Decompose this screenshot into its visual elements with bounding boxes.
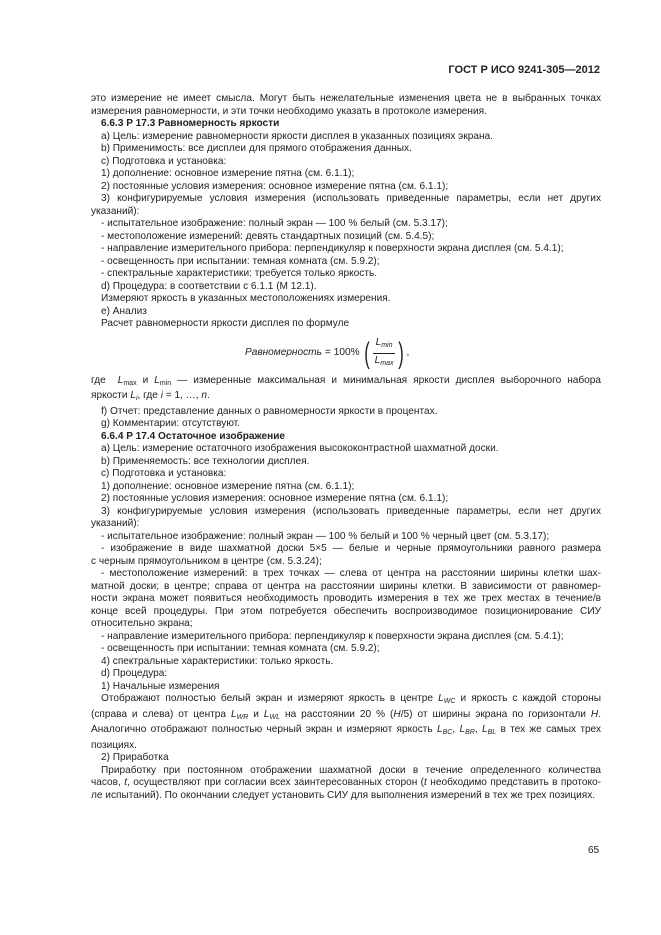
lines2-line: 1) Начальные измерения (101, 680, 220, 692)
lines-line: Измеряют яркость в указанных местоположениях измерения. (101, 293, 391, 304)
l-wl-symbol: L (263, 708, 270, 720)
lines-line: Расчет равномерности яркости дисплея по формуле (101, 318, 350, 329)
l-max-sub: max (123, 379, 137, 387)
where-word: где (91, 374, 106, 386)
initial-text-2a: (справа и слева) от центра (91, 708, 226, 720)
page-body (91, 93, 601, 802)
l-bl-symbol: L (481, 724, 488, 735)
section-6-6-3 (91, 93, 601, 331)
i-var: i (160, 390, 163, 401)
burnin-line3 (91, 790, 601, 803)
burnin-title-text: 2) Приработка (101, 752, 169, 763)
formula-equals: = (324, 347, 331, 359)
right-paren: ) (398, 336, 405, 370)
lines2-line: 4) спектральные характеристики: только яркость. (101, 655, 334, 667)
numerator-sub: min (381, 341, 393, 349)
lines-line: 2) постоянные условия измерения: основное измерение пятна (см. 6.1.1); (101, 180, 449, 192)
l-wl-sub: WL (269, 713, 281, 721)
lines-line: - направление измерительного прибора: перпендикуляр к поверхности экрана дисплея (см. 5.4.1); (101, 243, 564, 254)
lines2-line: ности экрана может появиться необходимость проводить измерения в тех же трех местах в течение/в (91, 593, 601, 604)
lines2-line: конце всей процедуры. При этом потребуется обеспечить воспроизводимое позиционирование СИУ (91, 605, 601, 617)
t-var-1: t (124, 777, 128, 788)
formula-coef: 100% (333, 347, 360, 359)
initial-line1 (91, 693, 601, 709)
lines2-line: 2) постоянные условия измерения: основное измерение пятна (см. 6.1.1); (101, 493, 449, 504)
lines2-line: указаний): (91, 518, 140, 529)
l-wc-sub: WC (443, 698, 456, 705)
document-header: ГОСТ Р ИСО 9241-305—2012 (448, 64, 600, 76)
initial-text-2c: на расстоянии 20 % ( (285, 708, 394, 720)
initial-text-3a: Аналогично отображают полностью черный экран и измеряют яркость (91, 724, 433, 735)
formula-lhs: Равномерность (245, 347, 322, 359)
lines2-line: с черным прямоугольником в центре (см. 5.3.24); (91, 555, 322, 567)
brightness-word: яркости (91, 390, 128, 401)
burnin-text-2a: часов, (91, 777, 121, 788)
lines-line: - местоположение измерений: девять стандартных позиций (см. 5.4.5); (101, 230, 435, 242)
formula-fraction (372, 337, 397, 371)
burnin-text-3: ле испытаний). По окончании следует установить СИУ для выполнения измерений в тех же трех позициях. (91, 789, 596, 801)
range-text: = 1, …, (165, 390, 199, 401)
burnin-text-2b: , осуществляют при согласии всех заинтересованных сторон ( (127, 777, 425, 788)
left-paren: ( (363, 336, 370, 370)
burnin-text-2c: необходимо представить в протоко- (430, 777, 601, 788)
lines-line: b) Применимость: все дисплеи для прямого отображения данных. (101, 143, 412, 154)
denominator-l: L (374, 355, 381, 366)
lines2-line: - испытательное изображение: полный экран — 100 % белый и 100 % черный цвет (см. 5.3.17); (101, 530, 550, 542)
lines2-line: матной доски; в центре; справа от центра на расстоянии ширины клетки. В зависимости от равномер- (91, 580, 601, 592)
h-var-1: H (393, 708, 401, 720)
denominator-sub: max (380, 360, 394, 367)
initial-text-2e: . (598, 708, 602, 720)
h-var-2: H (590, 708, 599, 720)
lines2-line: относительно экрана; (91, 618, 193, 629)
lines-line: d) Процедура: в соответствии с 6.1.1 (М 12.1). (101, 280, 317, 292)
l-i-sub: i (135, 395, 138, 402)
numerator-l: L (375, 336, 382, 348)
burnin-line2 (91, 777, 601, 790)
lines-line: - испытательное изображение: полный экран — 100 % белый (см. 5.3.17); (101, 218, 448, 229)
lines2-line: c) Подготовка и установка: (101, 468, 227, 479)
l-br-symbol: L (459, 724, 466, 735)
lines-line: измерения равномерности, и эти точки необходимо указать в протоколе измерения. (91, 105, 487, 117)
where-rest: — измеренные максимальная и минимальная яркости дисплея выборочного набора (177, 374, 602, 386)
lines2-line: - освещенность при испытании: темная комната (см. 5.9.2); (101, 643, 380, 654)
initial-line2 (91, 709, 601, 725)
l-bc-sub: BC (442, 729, 453, 736)
initial-line3: Аналогично отображают полностью черный экран и измеряют яркость $L_{BC}$, $L_{BR}$, $L_{BL}$ в тех же самых трех (91, 724, 601, 736)
l-wc-symbol: L (438, 693, 444, 704)
lines2-line: a) Цель: измерение остаточного изображения высококонтрастной шахматной доски. (101, 443, 499, 454)
l-bc-symbol: L (437, 724, 443, 735)
initial-text-2d: /5) от ширины экрана по горизонтали (400, 708, 586, 720)
l-i-symbol: L (130, 390, 136, 401)
initial-text-1b: и яркость с каждой стороны (460, 693, 601, 704)
l-max-symbol: L (117, 374, 124, 386)
initial-text-4: позициях. (91, 739, 137, 751)
burnin-line1 (91, 765, 601, 778)
lines-line: это измерение не имеет смысла. Могут быть нежелательные изменения цвета не в выбранных точках (91, 93, 601, 104)
period: . (207, 390, 210, 401)
l-wr-symbol: L (230, 708, 237, 720)
l-br-sub: BR (465, 729, 475, 736)
and-word: и (142, 374, 149, 386)
page-number: 65 (588, 845, 600, 856)
section-6-6-4 (91, 406, 601, 694)
initial-line4 (91, 740, 601, 753)
lines-line: 3) конфигурируемые условия измерения (использовать приведенные параметры, если нет других (101, 193, 601, 204)
n-var: n (201, 390, 208, 401)
lines-line: - спектральные характеристики: требуется только яркость. (101, 268, 378, 279)
uniformity-formula (91, 335, 601, 369)
lines2-line: - местоположение измерений: в трех точках — слева от центра на расстоянии ширины клетки шах- (101, 568, 601, 579)
burnin-text-1: Приработку при постоянном отображении шахматной доски в течение определенного количества (101, 764, 601, 776)
lines-line: указаний): (91, 205, 140, 217)
burnin-title (91, 752, 601, 765)
formula-tail: , (406, 347, 410, 359)
where-clause-line2 (91, 390, 601, 406)
lines-line: e) Анализ (101, 305, 147, 317)
lines-line: c) Подготовка и установка: (101, 155, 227, 167)
lines2-line: 1) дополнение: основное измерение пятна (см. 6.1.1); (101, 480, 355, 492)
l-bl-sub: BL (487, 729, 497, 736)
lines2-line: - изображение в виде шахматной доски 5×5 — белые и черные прямоугольники равного размера (101, 543, 601, 554)
l-min-symbol: L (154, 374, 160, 386)
lines2-line: 3) конфигурируемые условия измерения (использовать приведенные параметры, если нет других (101, 505, 601, 517)
lines-line: a) Цель: измерение равномерности яркости дисплея в указанных позициях экрана. (101, 130, 493, 142)
lines2-line: g) Комментарии: отсутствуют. (101, 418, 240, 429)
initial-text-3b: в тех же самых трех (500, 724, 601, 735)
lines-line: 1) дополнение: основное измерение пятна (см. 6.1.1); (101, 168, 355, 179)
lines2-line: - направление измерительного прибора: перпендикуляр к поверхности экрана дисплея (см. 5.4.1); (101, 630, 564, 642)
lines2-line: d) Процедура: (101, 668, 168, 679)
lines2-line: b) Применяемость: все технологии дисплея. (101, 455, 310, 467)
where-i-word: , где (137, 390, 158, 401)
lines-line: - освещенность при испытании: темная комната (см. 5.9.2); (101, 255, 380, 267)
lines2-line: f) Отчет: представление данных о равномерности яркости в процентах. (101, 405, 438, 417)
l-wr-sub: WR (236, 713, 249, 721)
initial-text-2b: и (253, 708, 259, 720)
initial-text-1a: Отображают полностью белый экран и измеряют яркость в центре (101, 693, 434, 704)
t-var-2: t (424, 777, 427, 788)
where-clause-line1 (91, 375, 601, 391)
lines-line: 6.6.3 P 17.3 Равномерность яркости (101, 118, 280, 129)
l-min-sub: min (159, 379, 172, 387)
lines2-line: 6.6.4 P 17.4 Остаточное изображение (101, 430, 286, 442)
